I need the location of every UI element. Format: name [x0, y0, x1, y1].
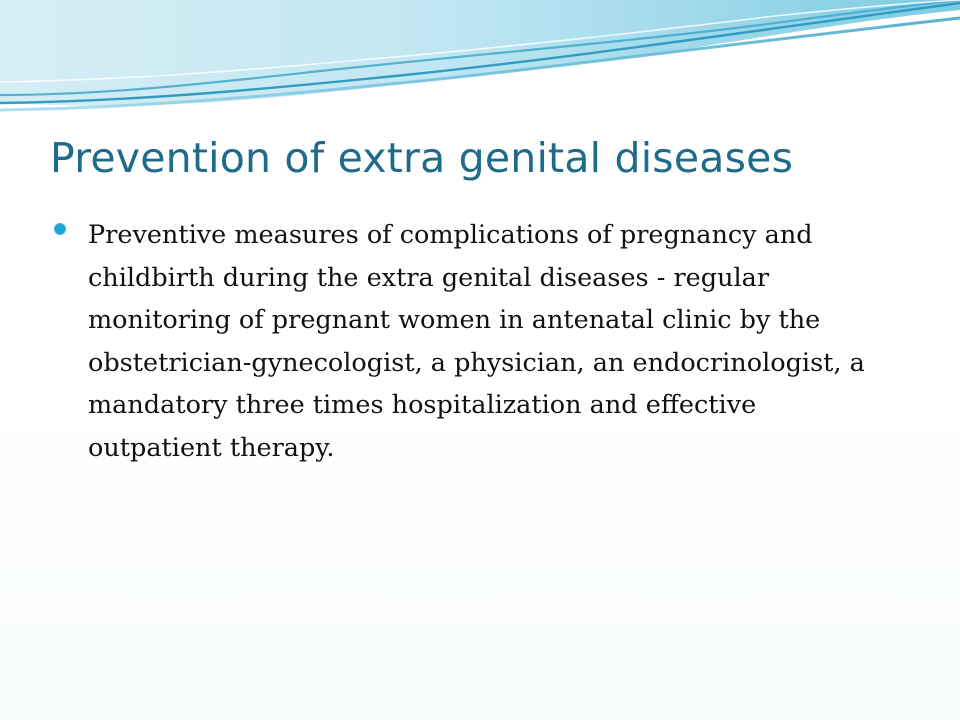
bullet-text: Preventive measures of complications of pregnancy and childbirth during the extra genital diseases - regular monitoring of pregnant women in antenatal clinic by the obstetrician-gynecologist, a physician, an endocrinologist, a mandatory three times hospitalization and effective outpatient therapy.	[88, 220, 865, 463]
wave-header-icon	[0, 0, 960, 115]
bullet-item	[52, 214, 882, 469]
slide-title: Prevention of extra genital diseases	[50, 134, 794, 182]
bullet-list	[52, 214, 882, 469]
slide-content	[52, 214, 882, 469]
filled-circle-bullet-icon	[54, 223, 66, 235]
